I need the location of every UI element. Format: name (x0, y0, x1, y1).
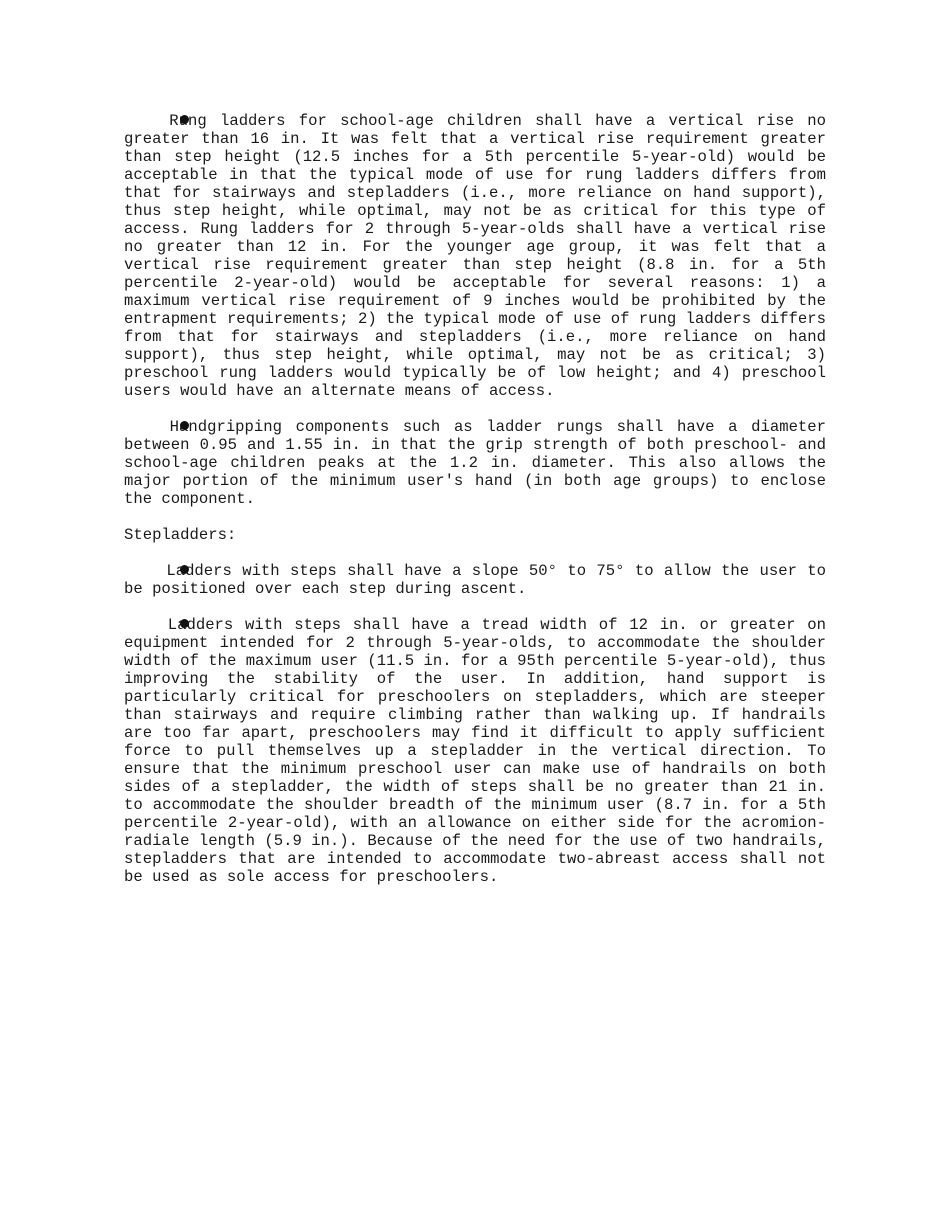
paragraph-handgripping (124, 418, 826, 508)
paragraph-slope (124, 562, 826, 598)
paragraph-text: Handgripping components such as ladder rungs shall have a diameter between 0.95 and 1.55 in. in that the grip strength of both preschool- and school-age children peaks at the 1.2 in. diameter. This also allows the major portion of the minimum user's hand (in both age groups) to enclose the component. (124, 418, 826, 508)
paragraph-tread-width (124, 616, 826, 886)
paragraph-rung-ladders (124, 112, 826, 400)
paragraph-text: Ladders with steps shall have a tread width of 12 in. or greater on equipment intended for 2 through 5-year-olds, to accommodate the shoulder width of the maximum user (11.5 in. for a 95th percentile 5-year-old), thus improving the stability of the user. In addition, hand support is particularly critical for preschoolers on stepladders, which are steeper than stairways and require climbing rather than walking up. If handrails are too far apart, preschoolers may find it difficult to apply sufficient force to pull themselves up a stepladder in the vertical direction. To ensure that the minimum preschool user can make use of handrails on both sides of a stepladder, the width of steps shall be no greater than 21 in. to accommodate the shoulder breadth of the minimum user (8.7 in. for a 5th percentile 2-year-old), with an allowance on either side for the acromion-radiale length (5.9 in.). Because of the need for the use of two handrails, stepladders that are intended to accommodate two-abreast access shall not be used as sole access for preschoolers. (124, 616, 826, 886)
document-page (124, 112, 826, 886)
section-heading-stepladders: Stepladders: (124, 526, 237, 544)
paragraph-text: Rung ladders for school-age children shall have a vertical rise no greater than 16 in. It was felt that a vertical rise requirement greater than step height (12.5 inches for a 5th percentile 5-year-old) would be acceptable in that the typical mode of use for rung ladders differs from that for stairways and stepladders (i.e., more reliance on hand support), thus step height, while optimal, may not be as critical for this type of access. Rung ladders for 2 through 5-year-olds shall have a vertical rise no greater than 12 in. For the younger age group, it was felt that a vertical rise requirement greater than step height (8.8 in. for a 5th percentile 2-year-old) would be acceptable for several reasons: 1) a maximum vertical rise requirement of 9 inches would be prohibited by the entrapment requirements; 2) the typical mode of use of rung ladders differs from that for stairways and stepladders (i.e., more reliance on hand support), thus step height, while optimal, may not be as critical; 3) preschool rung ladders would typically be of low height; and 4) preschool users would have an alternate means of access. (124, 112, 826, 400)
paragraph-text: Ladders with steps shall have a slope 50° to 75° to allow the user to be positioned over each step during ascent. (124, 562, 827, 598)
